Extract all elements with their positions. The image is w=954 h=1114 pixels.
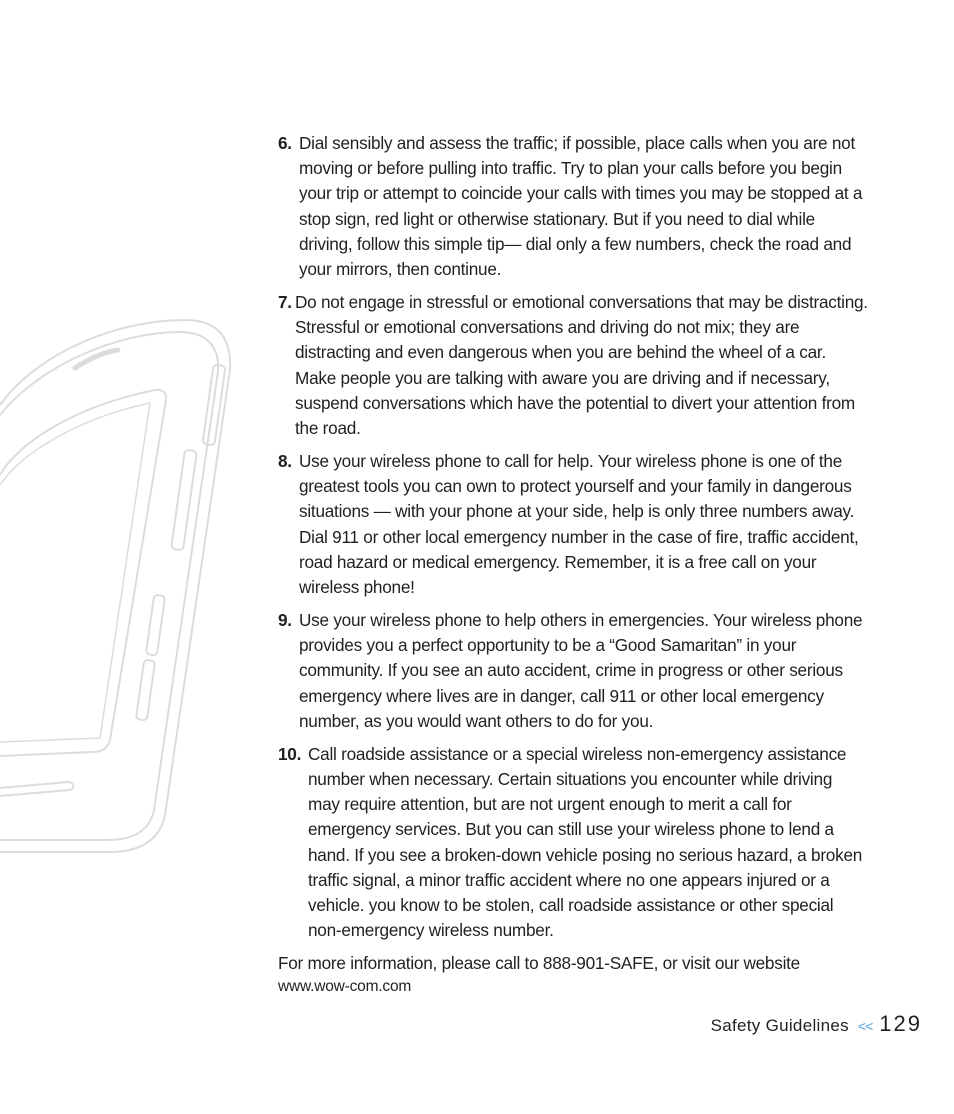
website-link[interactable]: www.wow-com.com: [278, 978, 412, 996]
double-chevron-left-icon: <<: [857, 1018, 873, 1034]
phone-outline-illustration: [0, 310, 240, 870]
item-text: Dial sensibly and assess the traffic; if possible, place calls when you are not moving or before pulling into traffic. Try to plan your calls before you begin your trip or attempt to coincide your calls with times you may be stopped at a stop sign, red light or otherwise stationary. But if you need to dial while driving, follow this simple tip— dial only a few numbers, check the road and your mirrors, then continue.: [299, 133, 863, 280]
page-number: 129: [879, 1011, 922, 1036]
list-item: [278, 742, 868, 944]
more-info-text: For more information, please call to 888-901-SAFE, or visit our website: [278, 953, 800, 974]
item-number: 6.: [278, 133, 292, 153]
list-item: [278, 131, 868, 282]
item-number: 7.: [278, 292, 292, 313]
item-text: Do not engage in stressful or emotional conversations that may be distracting. Stressful or emotional conversations and driving do not mix; they are distracting and even dangerous when you are behind the wheel of a car. Make people you are talking with aware you are driving and if necessary, suspend conversations which have the potential to divert your attention from the road.: [295, 292, 868, 439]
list-item: [278, 608, 868, 734]
item-text: Use your wireless phone to call for help. Your wireless phone is one of the greatest tools you can own to protect yourself and your family in dangerous situations — with your phone at your side, help is only three numbers away. Dial 911 or other local emergency number in the case of fire, traffic accident, road hazard or medical emergency. Remember, it is a free call on your wireless phone!: [299, 451, 859, 598]
section-title: Safety Guidelines: [710, 1016, 849, 1035]
page-footer: [711, 1011, 922, 1037]
item-number: 8.: [278, 451, 292, 472]
item-text: Call roadside assistance or a special wireless non-emergency assistance number when necessary. Certain situations you encounter while driving may require attention, but are not urgent enough to merit a call for emergency services. But you can still use your wireless phone to lend a hand. If you see a broken-down vehicle posing no serious hazard, a broken traffic signal, a minor traffic accident where no one appears injured or a vehicle. you know to be stolen, call roadside assistance or other special non-emergency wireless number.: [308, 743, 863, 941]
list-item: [278, 290, 868, 441]
list-item: [278, 449, 868, 600]
item-number: 10.: [278, 743, 302, 764]
item-number: 9.: [278, 610, 292, 631]
item-text: Use your wireless phone to help others in emergencies. Your wireless phone provides you a perfect opportunity to be a “Good Samaritan” in your community. If you see an auto accident, crime in progress or other serious emergency where lives are in danger, call 911 or other local emergency number, as you would want others to do for you.: [299, 610, 863, 731]
safety-guidelines-content: [278, 131, 868, 998]
